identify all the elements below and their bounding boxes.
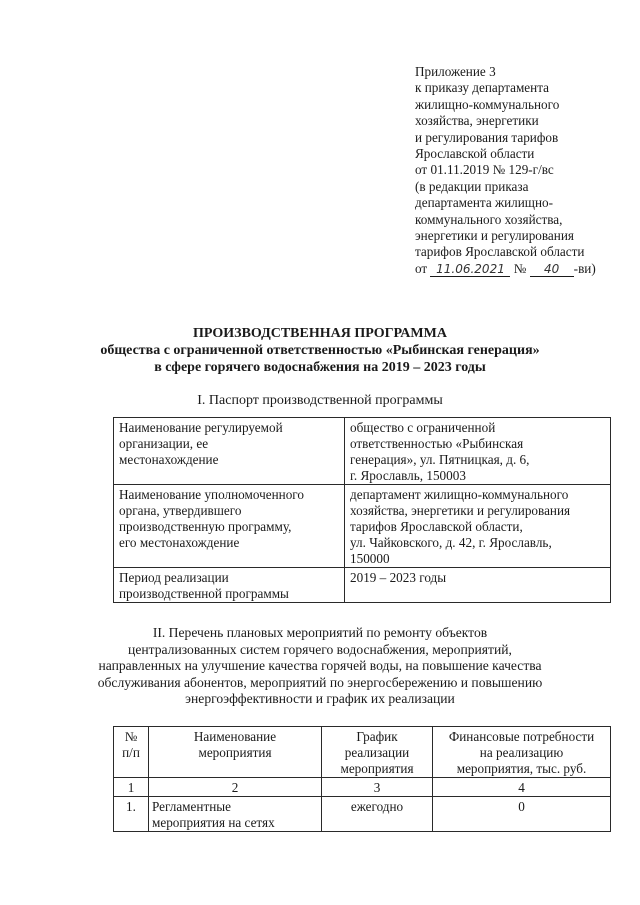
appendix-line: хозяйства, энергетики xyxy=(415,113,539,129)
amendment-suffix: -ви) xyxy=(573,260,596,276)
table-row xyxy=(114,568,611,603)
appendix-line: тарифов Ярославской области xyxy=(415,244,585,260)
passport-label: Наименование уполномоченного органа, утвердившего производственную программу, его местонахождение xyxy=(114,485,345,568)
document-title xyxy=(0,325,640,376)
appendix-line: от 01.11.2019 № 129-г/вс xyxy=(415,162,554,178)
appendix-header xyxy=(415,64,630,277)
column-number: 1 xyxy=(114,778,149,797)
measure-cost: 0 xyxy=(433,797,611,832)
column-number: 4 xyxy=(433,778,611,797)
title-line-1: ПРОИЗВОДСТВЕННАЯ ПРОГРАММА xyxy=(193,326,447,341)
column-header: Финансовые потребности на реализацию мероприятия, тыс. руб. xyxy=(433,727,611,778)
appendix-line: к приказу департамента xyxy=(415,80,549,96)
table-row xyxy=(114,485,611,568)
measure-schedule: ежегодно xyxy=(322,797,433,832)
column-number: 2 xyxy=(149,778,322,797)
column-header: Наименование мероприятия xyxy=(149,727,322,778)
column-header: График реализации мероприятия xyxy=(322,727,433,778)
appendix-line: (в редакции приказа xyxy=(415,178,529,194)
passport-value: департамент жилищно-коммунального хозяйства, энергетики и регулирования тарифов Ярославской области, ул. Чайковского, д. 42, г. Ярославль, 150000 xyxy=(345,485,611,568)
table-header-row xyxy=(114,727,611,778)
appendix-line: департамента жилищно- xyxy=(415,195,554,211)
amendment-reference xyxy=(415,261,630,277)
column-number-row xyxy=(114,778,611,797)
passport-table xyxy=(113,417,611,603)
appendix-line: энергетики и регулирования xyxy=(415,228,574,244)
section-1-heading: I. Паспорт производственной программы xyxy=(197,393,443,408)
amendment-prefix: от xyxy=(415,260,428,276)
number-sign: № xyxy=(513,260,527,276)
title-line-3: в сфере горячего водоснабжения на 2019 – 2023 годы xyxy=(154,360,486,375)
measures-table xyxy=(113,726,611,832)
table-row xyxy=(114,418,611,485)
handwritten-number: 40 xyxy=(530,263,574,277)
passport-value: 2019 – 2023 годы xyxy=(345,568,611,603)
appendix-line: коммунального хозяйства, xyxy=(415,211,563,227)
passport-label: Период реализации производственной программы xyxy=(114,568,345,603)
appendix-line: жилищно-коммунального xyxy=(415,96,560,112)
passport-value: общество с ограниченной ответственностью «Рыбинская генерация», ул. Пятницкая, д. 6, г. Ярославль, 150003 xyxy=(345,418,611,485)
measure-name: Регламентные мероприятия на сетях xyxy=(149,797,322,832)
table-row xyxy=(114,797,611,832)
column-number: 3 xyxy=(322,778,433,797)
row-number: 1. xyxy=(114,797,149,832)
section-2-heading: II. Перечень плановых мероприятий по ремонту объектов централизованных систем горячего водоснабжения, мероприятий, направленных на улучшение качества горячей воды, на повышение качества обслуживания абонентов, мероприятий по энергосбережению и повышению энергоэффективности и график их реализации xyxy=(97,625,543,707)
handwritten-date: 11.06.2021 xyxy=(430,263,510,277)
column-header: № п/п xyxy=(114,727,149,778)
title-line-2: общества с ограниченной ответственностью «Рыбинская генерация» xyxy=(100,343,540,358)
appendix-line: и регулирования тарифов xyxy=(415,129,559,145)
passport-label: Наименование регулируемой организации, ее местонахождение xyxy=(114,418,345,485)
appendix-line: Приложение 3 xyxy=(415,64,496,79)
appendix-line: Ярославской области xyxy=(415,146,535,162)
